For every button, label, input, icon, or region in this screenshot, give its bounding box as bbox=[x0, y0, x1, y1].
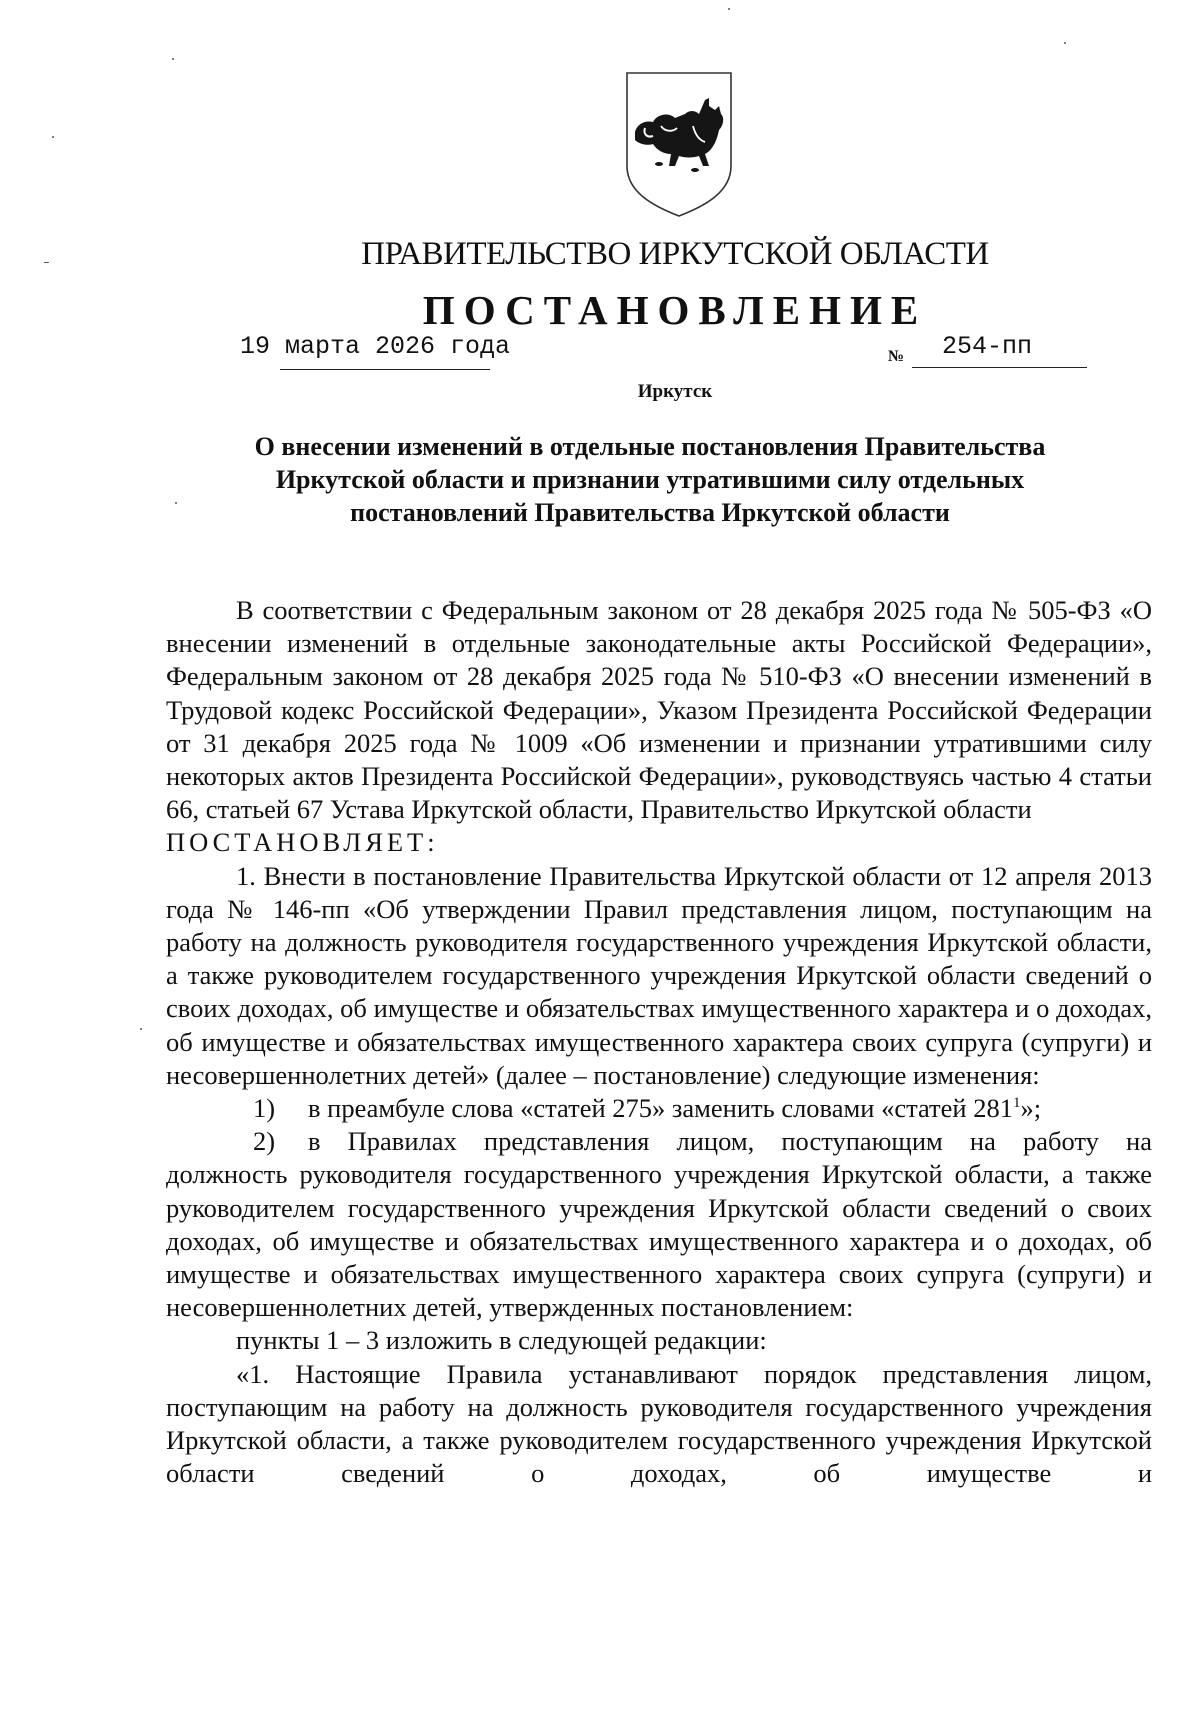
heading-line: Иркутской области и признании утратившими силу отдельных bbox=[275, 465, 1025, 494]
scan-speck bbox=[1064, 42, 1066, 44]
item-2-first-line: в Правилах представления лицом, поступающим на работу на bbox=[308, 1126, 1152, 1157]
points-paragraph: пункты 1 – 3 изложить в следующей редакции: bbox=[236, 1325, 767, 1356]
preamble-paragraph: В соответствии с Федеральным законом от 28 декабря 2025 года № 505-ФЗ «О внесении изменений в отдельные законодательные акты Российской Федерации», Федеральным законом от 28 декабря 2025 года № 510-ФЗ «О внесении изменений в Трудовой кодекс Российской Федерации», Указом Президента Российской Федерации от 31 декабря 2025 года № 1009 «Об изменении и признании утратившими силу некоторых актов Президента Российской Федерации», руководствуясь частью 4 статьи 66, статьей 67 Устава Иркутской области, Правительство Иркутской области bbox=[166, 595, 1152, 825]
number-underline bbox=[912, 367, 1087, 368]
heading-line: О внесении изменений в отдельные постановления Правительства bbox=[254, 432, 1046, 461]
item-2-continuation: должность руководителя государственного учреждения Иркутской области, а также руководителем государственного учреждения Иркутской области сведений о своих доходах, об имуществе и обязательствах имущественного характера и о доходах, об имуществе и обязательствах имущественного характера своих супруга (супруги) и несовершеннолетних детей, утвержденных постановлением: bbox=[166, 1159, 1152, 1323]
document-body bbox=[166, 594, 1152, 1490]
superscript: 1 bbox=[1012, 1095, 1021, 1112]
item-1 bbox=[166, 1092, 1152, 1125]
scan-speck bbox=[172, 58, 174, 60]
item-text bbox=[308, 1092, 1152, 1125]
item-number: 2) bbox=[253, 1126, 276, 1157]
heading-line: постановлений Правительства Иркутской области bbox=[350, 498, 950, 527]
irkutsk-coat-of-arms-icon bbox=[623, 70, 735, 218]
document-type: ПОСТАНОВЛЕНИЕ bbox=[422, 287, 928, 333]
document-heading bbox=[200, 430, 1100, 529]
item-2 bbox=[166, 1125, 1152, 1158]
number-sign: № bbox=[888, 348, 905, 365]
scan-speck bbox=[175, 502, 177, 504]
city: Иркутск bbox=[637, 381, 713, 402]
scan-speck bbox=[140, 1028, 142, 1030]
scan-speck bbox=[52, 136, 54, 138]
paragraph-1: 1. Внести в постановление Правительства Иркутской области от 12 апреля 2013 года № 146-пп «Об утверждении Правил представления лицом, поступающим на работу на должность руководителя государственного учреждения Иркутской области, а также руководителем государственного учреждения Иркутской области сведений о своих доходах, об имуществе и обязательствах имущественного характера и о доходах, об имуществе и обязательствах имущественного характера своих супруга (супруги) и несовершеннолетних детей» (далее – постановление) следующие изменения: bbox=[166, 860, 1152, 1090]
item-1-text: в преамбуле слова «статей 275» заменить словами «статей 281 bbox=[308, 1093, 1013, 1124]
quote-paragraph: «1. Настоящие Правила устанавливают порядок представления лицом, поступающим на работу на должность руководителя государственного учреждения Иркутской области, а также руководителем государственного учреждения Иркутской области сведений о доходах, об имуществе и bbox=[166, 1358, 1152, 1489]
scan-speck bbox=[728, 8, 730, 10]
government-title: ПРАВИТЕЛЬСТВО ИРКУТСКОЙ ОБЛАСТИ bbox=[361, 236, 989, 272]
document-number: 254-пп bbox=[942, 332, 1033, 361]
item-1-end: »; bbox=[1020, 1093, 1042, 1124]
resolves-label: ПОСТАНОВЛЯЕТ: bbox=[166, 827, 439, 858]
date-underline bbox=[280, 369, 490, 370]
item-number: 1) bbox=[253, 1093, 276, 1124]
document-date: 19 марта 2026 года bbox=[240, 332, 511, 361]
